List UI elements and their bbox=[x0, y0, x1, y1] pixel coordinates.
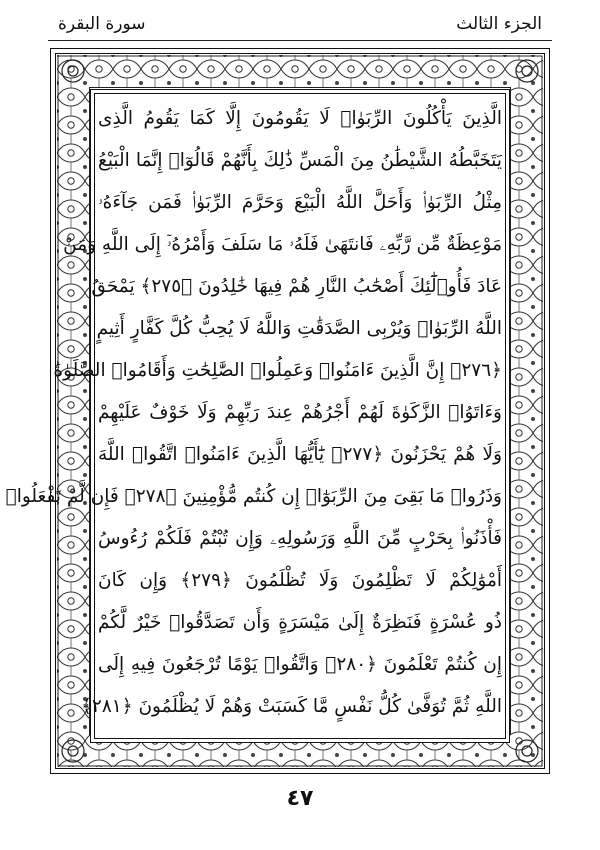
verse-line-10: وَذَرُوا۟ مَا بَقِىَ مِنَ الرِّبَوٰٓا۟ إِن كُنتُم مُّؤْمِنِينَ ﴿٢٧٨﴾ فَإِن لَّمْ تَفْعَلُوا۟ bbox=[5, 486, 502, 507]
verse-line-3: مِثْلُ الرِّبَوٰا۟ وَأَحَلَّ اللَّهُ الْبَيْعَ وَحَرَّمَ الرِّبَوٰا۟ فَمَن جَآءَهُۥ bbox=[98, 192, 502, 213]
verse-line-12: أَمْوَٰلِكُمْ لَا تَظْلِمُونَ وَلَا تُظْلَمُونَ ﴿٢٧٩﴾ وَإِن كَانَ bbox=[98, 570, 502, 591]
surah-title: سورة البقرة bbox=[58, 14, 146, 34]
verse-text-block bbox=[5, 100, 503, 732]
verse-line-14: إِن كُنتُمْ تَعْلَمُونَ ﴿٢٨٠﴾ وَاتَّقُوا۟ يَوْمًا تُرْجَعُونَ فِيهِ إِلَى bbox=[98, 654, 502, 675]
verse-line-2: يَتَخَبَّطُهُ الشَّيْطَٰنُ مِنَ الْمَسِّ ذَٰلِكَ بِأَنَّهُمْ قَالُوٓا۟ إِنَّمَا الْبَيْعُ bbox=[98, 150, 502, 171]
verse-line-15: اللَّهِ ثُمَّ تُوَفَّىٰ كُلُّ نَفْسٍ مَّا كَسَبَتْ وَهُمْ لَا يُظْلَمُونَ ﴿٢٨١﴾ bbox=[81, 696, 502, 717]
header-divider bbox=[48, 40, 552, 41]
verse-line-9: وَلَا هُمْ يَحْزَنُونَ ﴿٢٧٧﴾ يَٰٓأَيُّهَا الَّذِينَ ءَامَنُوا۟ اتَّقُوا۟ اللَّهَ bbox=[98, 444, 503, 465]
verse-line-6: اللَّهُ الرِّبَوٰا۟ وَيُرْبِى الصَّدَقَٰتِ وَاللَّهُ لَا يُحِبُّ كُلَّ كَفَّارٍ أَثِيمٍ bbox=[96, 318, 502, 339]
verse-line-8: وَءَاتَوُا۟ الزَّكَوٰةَ لَهُمْ أَجْرُهُمْ عِندَ رَبِّهِمْ وَلَا خَوْفٌ عَلَيْهِمْ bbox=[98, 402, 502, 423]
verse-line-1: الَّذِينَ يَأْكُلُونَ الرِّبَوٰا۟ لَا يَقُومُونَ إِلَّا كَمَا يَقُومُ الَّذِى bbox=[98, 108, 502, 129]
verse-line-5: عَادَ فَأُو۟لَٰٓئِكَ أَصْحَٰبُ النَّارِ هُمْ فِيهَا خَٰلِدُونَ ﴿٢٧٥﴾ يَمْحَقُ bbox=[91, 276, 502, 297]
verse-line-7: ﴿٢٧٦﴾ إِنَّ الَّذِينَ ءَامَنُوا۟ وَعَمِلُوا۟ الصَّٰلِحَٰتِ وَأَقَامُوا۟ الصَّلَوٰةَ bbox=[53, 360, 502, 381]
juz-title: الجزء الثالث bbox=[456, 14, 542, 34]
verse-line-4: مَوْعِظَةٌ مِّن رَّبِّهِۦ فَانتَهَىٰ فَلَهُۥ مَا سَلَفَ وَأَمْرُهُۥٓ إِلَى اللَّهِ وَمَنْ bbox=[63, 234, 502, 255]
verse-line-11: فَأْذَنُوا۟ بِحَرْبٍ مِّنَ اللَّهِ وَرَسُولِهِۦ وَإِن تُبْتُمْ فَلَكُمْ رُءُوسُ bbox=[98, 528, 502, 549]
verse-line-13: ذُو عُسْرَةٍ فَنَظِرَةٌ إِلَىٰ مَيْسَرَةٍ وَأَن تَصَدَّقُوا۟ خَيْرٌ لَّكُمْ bbox=[98, 612, 502, 633]
page-number: ٤٧ bbox=[286, 786, 314, 811]
